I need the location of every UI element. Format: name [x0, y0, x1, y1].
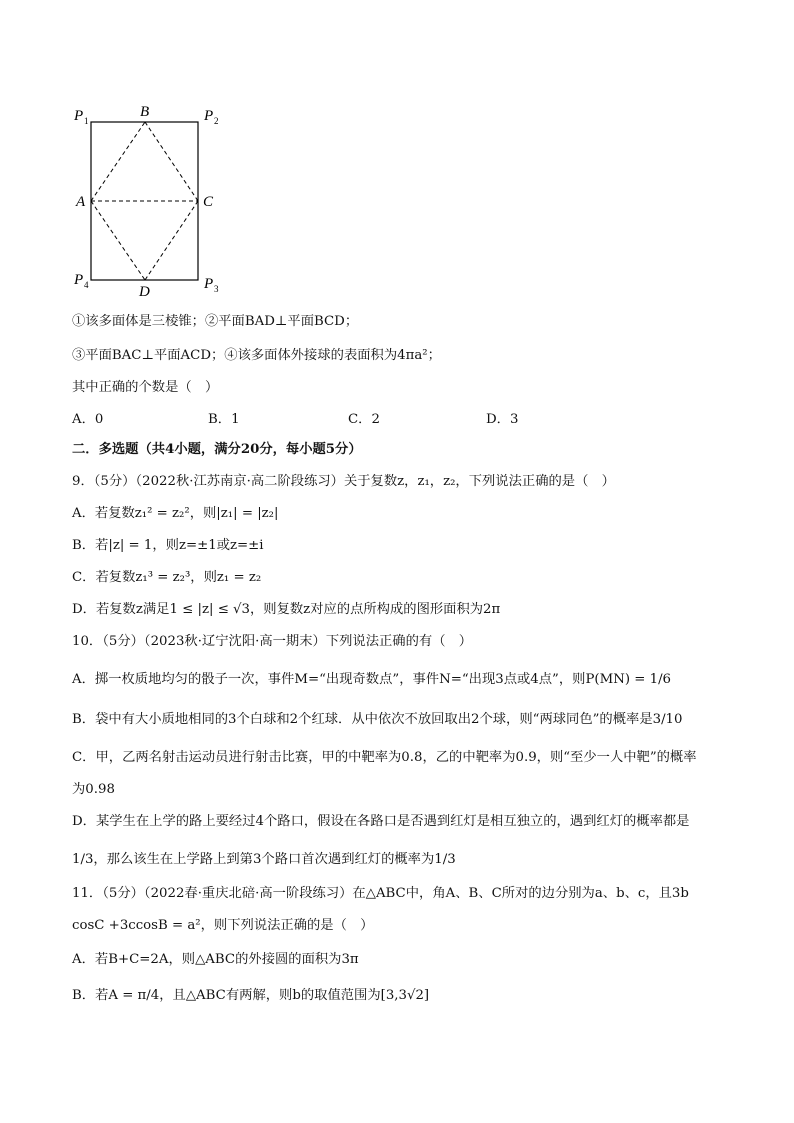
edge-ad [91, 201, 145, 280]
q10-option-b: B．袋中有大小质地相同的3个白球和2个红球．从中依次不放回取出2个球，则“两球同色”的概率是3/10 [72, 712, 683, 727]
label-p3-sub: 3 [214, 284, 219, 294]
q8-statement-1: ①该多面体是三棱锥；②平面BAD⊥平面BCD； [72, 314, 359, 329]
q9-stem: 9．（5分）（2022秋·江苏南京·高二阶段练习）关于复数z，z₁，z₂，下列说法正确的是（ ） [72, 474, 615, 489]
q8-option-a: A．0 [72, 412, 104, 427]
q11-stem-line1: 11．（5分）（2022春·重庆北碚·高一阶段练习）在△ABC中，角A、B、C所对的边分别为a、b、c，且3b [72, 886, 689, 901]
q9-option-b: B．若|z| = 1，则z=±1或z=±i [72, 538, 264, 553]
label-p1: P [74, 108, 84, 124]
edge-ab [91, 122, 145, 201]
label-a: A [76, 194, 86, 210]
label-p2: P [204, 108, 214, 124]
q9-option-c: C．若复数z₁³ = z₂³，则z₁ = z₂ [72, 570, 262, 585]
q8-option-c: C．2 [348, 412, 380, 427]
label-p1-sub: 1 [84, 116, 89, 126]
section-title: 二．多选题（共4小题，满分20分，每小题5分） [72, 442, 362, 457]
q10-option-d-line1: D．某学生在上学的路上要经过4个路口，假设在各路口是否遇到红灯是相互独立的，遇到红灯的概率都是 [72, 814, 690, 829]
label-d: D [139, 284, 150, 300]
label-p4: P [74, 272, 84, 288]
geometry-figure [0, 0, 794, 300]
q10-option-c-line2: 为0.98 [72, 782, 115, 797]
q8-option-d: D．3 [486, 412, 519, 427]
q10-stem: 10．（5分）（2023秋·辽宁沈阳·高一期末）下列说法正确的有（ ） [72, 634, 473, 649]
q10-option-d-line2: 1/3，那么该生在上学路上到第3个路口首次遇到红灯的概率为1/3 [72, 852, 456, 867]
q11-option-a: A．若B+C=2A，则△ABC的外接圆的面积为3π [72, 952, 359, 967]
q10-option-c-line1: C．甲，乙两名射击运动员进行射击比赛，甲的中靶率为0.8，乙的中靶率为0.9，则“至少一人中靶”的概率 [72, 750, 697, 765]
q11-stem-line2: cosC +3ccosB = a²，则下列说法正确的是（ ） [72, 918, 374, 933]
edge-cd [145, 201, 198, 280]
edge-bc [145, 122, 198, 201]
q10-option-a: A．掷一枚质地均匀的骰子一次，事件M=“出现奇数点”，事件N=“出现3点或4点”，则P(MN) = 1/6 [72, 672, 672, 687]
q11-option-b: B．若A = π/4，且△ABC有两解，则b的取值范围为[3,3√2] [72, 988, 430, 1003]
q8-question: 其中正确的个数是（ ） [72, 380, 219, 395]
label-c: C [203, 194, 214, 210]
label-b: B [140, 104, 150, 120]
label-p4-sub: 4 [84, 280, 89, 290]
label-p3: P [204, 276, 214, 292]
q8-statement-2: ③平面BAC⊥平面ACD；④该多面体外接球的表面积为4πa²； [72, 348, 441, 363]
q8-option-b: B．1 [208, 412, 240, 427]
q9-option-a: A．若复数z₁² = z₂²，则|z₁| = |z₂| [72, 506, 279, 521]
label-p2-sub: 2 [214, 116, 219, 126]
q9-option-d: D．若复数z满足1 ≤ |z| ≤ √3，则复数z对应的点所构成的图形面积为2π [72, 602, 501, 617]
